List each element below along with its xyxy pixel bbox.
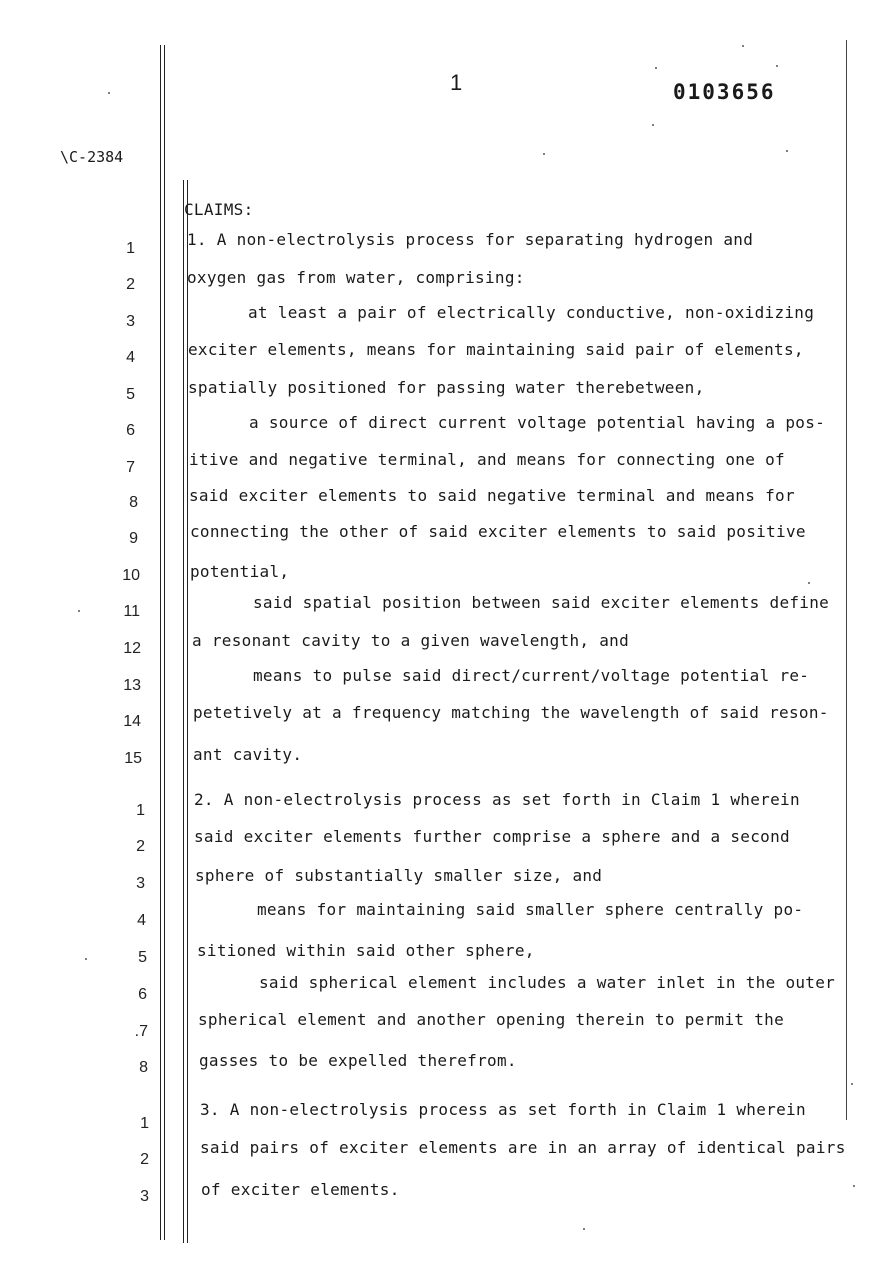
line-number: 3 bbox=[136, 875, 145, 892]
scan-speck bbox=[108, 92, 110, 94]
claim-2-line: spherical element and another opening therein to permit the bbox=[198, 1010, 785, 1029]
right-edge-rule bbox=[846, 40, 847, 1120]
claim-1-line: oxygen gas from water, comprising: bbox=[187, 268, 525, 287]
claim-1-line: said spatial position between said exciter elements define bbox=[253, 593, 830, 612]
document-number: 0103656 bbox=[673, 80, 776, 104]
line-number: 14 bbox=[123, 713, 141, 730]
claim-1-line: said exciter elements to said negative terminal and means for bbox=[189, 486, 795, 505]
scan-speck bbox=[78, 610, 80, 612]
claim-1-line: 1. A non-electrolysis process for separating hydrogen and bbox=[187, 230, 754, 249]
scan-speck bbox=[851, 1083, 853, 1085]
line-number: 10 bbox=[122, 567, 140, 584]
scan-speck bbox=[543, 153, 545, 155]
line-number: 5 bbox=[126, 386, 135, 403]
line-number: 11 bbox=[123, 603, 140, 620]
line-number: 4 bbox=[126, 349, 135, 366]
claim-2-line: gasses to be expelled therefrom. bbox=[199, 1051, 517, 1070]
claim-1-line: ant cavity. bbox=[193, 745, 303, 764]
scan-speck bbox=[853, 1185, 855, 1187]
claim-1-line: spatially positioned for passing water therebetween, bbox=[188, 378, 705, 397]
line-number: 3 bbox=[140, 1188, 149, 1205]
reference-code: \C-2384 bbox=[60, 148, 124, 166]
scan-speck bbox=[776, 65, 778, 67]
claim-1-line: petetively at a frequency matching the wavelength of said reson- bbox=[193, 703, 829, 722]
margin-rule-left bbox=[160, 45, 161, 1240]
line-number: 2 bbox=[126, 276, 135, 293]
line-number: 6 bbox=[138, 986, 147, 1003]
claim-3-line: of exciter elements. bbox=[201, 1180, 400, 1199]
claim-1-line: means to pulse said direct/current/voltage potential re- bbox=[253, 666, 810, 685]
margin-rule-right bbox=[164, 45, 165, 1240]
claim-2-line: sphere of substantially smaller size, and bbox=[195, 866, 603, 885]
line-number: 1 bbox=[140, 1115, 149, 1132]
claim-1-line: itive and negative terminal, and means for connecting one of bbox=[189, 450, 785, 469]
claims-heading: CLAIMS: bbox=[184, 200, 254, 219]
line-number: 5 bbox=[138, 949, 147, 966]
line-number: 4 bbox=[137, 912, 146, 929]
line-number: 2 bbox=[136, 838, 145, 855]
line-number: 1 bbox=[136, 802, 145, 819]
claim-2-line: said spherical element includes a water inlet in the outer bbox=[259, 973, 836, 992]
claim-2-line: sitioned within said other sphere, bbox=[197, 941, 535, 960]
scan-speck bbox=[655, 67, 657, 69]
claim-1-line: connecting the other of said exciter elements to said positive bbox=[190, 522, 806, 541]
margin-rule-outer bbox=[183, 180, 184, 1243]
page-number: 1 bbox=[450, 70, 463, 95]
scan-speck bbox=[652, 124, 654, 126]
claim-3-line: said pairs of exciter elements are in an array of identical pairs bbox=[200, 1138, 846, 1157]
line-number: 1 bbox=[126, 240, 135, 257]
line-number: 7 bbox=[126, 459, 135, 476]
claim-1-line: exciter elements, means for maintaining said pair of elements, bbox=[188, 340, 804, 359]
line-number: 15 bbox=[124, 750, 142, 767]
scan-speck bbox=[786, 150, 788, 152]
claim-1-line: a source of direct current voltage potential having a pos- bbox=[249, 413, 826, 432]
scan-speck bbox=[583, 1228, 585, 1230]
claim-2-line: 2. A non-electrolysis process as set forth in Claim 1 wherein bbox=[194, 790, 800, 809]
scan-speck bbox=[742, 45, 744, 47]
line-number: 8 bbox=[129, 494, 138, 511]
scan-speck bbox=[808, 582, 810, 584]
line-number: 3 bbox=[126, 313, 135, 330]
claim-1-line: at least a pair of electrically conductive, non-oxidizing bbox=[248, 303, 815, 322]
line-number: 13 bbox=[123, 677, 141, 694]
line-number: 8 bbox=[139, 1059, 148, 1076]
line-number: 2 bbox=[140, 1151, 149, 1168]
claim-1-line: potential, bbox=[190, 562, 290, 581]
claim-3-line: 3. A non-electrolysis process as set forth in Claim 1 wherein bbox=[200, 1100, 806, 1119]
claim-2-line: said exciter elements further comprise a sphere and a second bbox=[194, 827, 790, 846]
line-number: 6 bbox=[126, 422, 135, 439]
scan-speck bbox=[85, 958, 87, 960]
claim-1-line: a resonant cavity to a given wavelength, and bbox=[192, 631, 630, 650]
claim-2-line: means for maintaining said smaller sphere centrally po- bbox=[257, 900, 804, 919]
line-number: .7 bbox=[134, 1023, 148, 1040]
line-number: 9 bbox=[129, 530, 138, 547]
line-number: 12 bbox=[123, 640, 141, 657]
